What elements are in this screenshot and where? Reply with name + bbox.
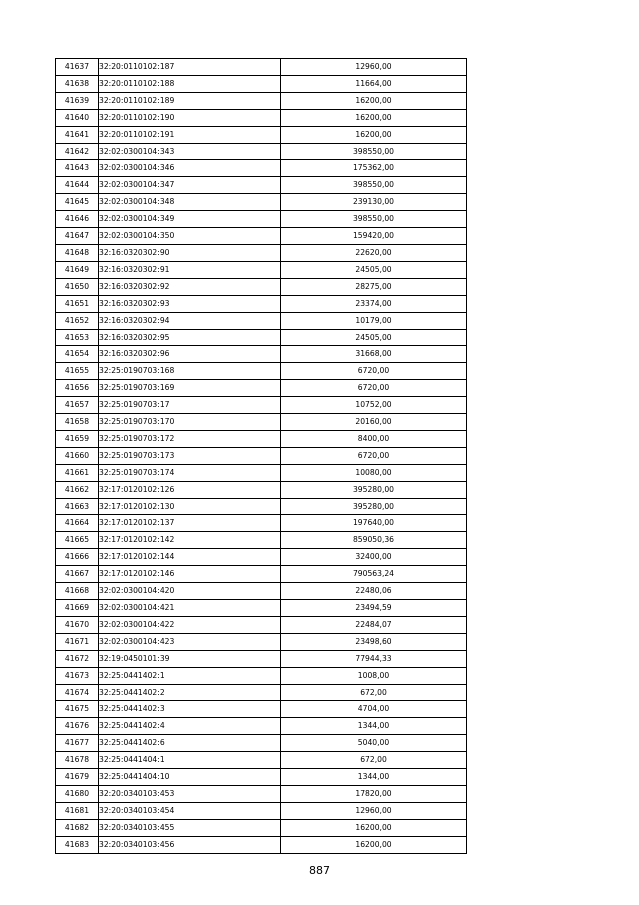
- cadastral-number-cell: 32:16:0320302:90: [99, 244, 281, 261]
- table-row: [56, 498, 467, 515]
- value-cell: 10752,00: [281, 397, 467, 414]
- table-row: [56, 532, 467, 549]
- cadastral-number-cell: 32:25:0441402:6: [99, 735, 281, 752]
- value-cell: 395280,00: [281, 498, 467, 515]
- cadastral-number-cell: 32:02:0300104:347: [99, 177, 281, 194]
- cadastral-number-cell: 32:20:0110102:190: [99, 109, 281, 126]
- table-row: [56, 380, 467, 397]
- row-number-cell: 41671: [56, 633, 99, 650]
- cadastral-number-cell: 32:16:0320302:93: [99, 295, 281, 312]
- value-cell: 398550,00: [281, 177, 467, 194]
- value-cell: 16200,00: [281, 109, 467, 126]
- value-cell: 6720,00: [281, 380, 467, 397]
- value-cell: 175362,00: [281, 160, 467, 177]
- value-cell: 6720,00: [281, 363, 467, 380]
- cadastral-value-table: [55, 58, 467, 854]
- row-number-cell: 41660: [56, 447, 99, 464]
- cadastral-number-cell: 32:16:0320302:92: [99, 278, 281, 295]
- table-row: [56, 515, 467, 532]
- row-number-cell: 41655: [56, 363, 99, 380]
- cadastral-number-cell: 32:17:0120102:146: [99, 566, 281, 583]
- cadastral-number-cell: 32:20:0340103:455: [99, 819, 281, 836]
- cadastral-number-cell: 32:25:0190703:169: [99, 380, 281, 397]
- cadastral-number-cell: 32:25:0441404:10: [99, 769, 281, 786]
- table-row: [56, 600, 467, 617]
- row-number-cell: 41669: [56, 600, 99, 617]
- row-number-cell: 41659: [56, 430, 99, 447]
- table-row: [56, 228, 467, 245]
- value-cell: 10080,00: [281, 464, 467, 481]
- row-number-cell: 41683: [56, 836, 99, 853]
- table-row: [56, 549, 467, 566]
- value-cell: 159420,00: [281, 228, 467, 245]
- cadastral-number-cell: 32:17:0120102:137: [99, 515, 281, 532]
- row-number-cell: 41648: [56, 244, 99, 261]
- cadastral-number-cell: 32:20:0340103:453: [99, 785, 281, 802]
- row-number-cell: 41678: [56, 752, 99, 769]
- value-cell: 10179,00: [281, 312, 467, 329]
- cadastral-number-cell: 32:25:0190703:174: [99, 464, 281, 481]
- cadastral-number-cell: 32:17:0120102:126: [99, 481, 281, 498]
- value-cell: 20160,00: [281, 414, 467, 431]
- value-cell: 1008,00: [281, 667, 467, 684]
- table-row: [56, 397, 467, 414]
- cadastral-number-cell: 32:20:0110102:188: [99, 75, 281, 92]
- row-number-cell: 41652: [56, 312, 99, 329]
- value-cell: 22484,07: [281, 616, 467, 633]
- value-cell: 239130,00: [281, 194, 467, 211]
- value-cell: 395280,00: [281, 481, 467, 498]
- row-number-cell: 41674: [56, 684, 99, 701]
- row-number-cell: 41666: [56, 549, 99, 566]
- table-row: [56, 752, 467, 769]
- value-cell: 28275,00: [281, 278, 467, 295]
- cadastral-number-cell: 32:20:0340103:456: [99, 836, 281, 853]
- row-number-cell: 41676: [56, 718, 99, 735]
- cadastral-number-cell: 32:02:0300104:423: [99, 633, 281, 650]
- table-row: [56, 92, 467, 109]
- cadastral-number-cell: 32:25:0190703:168: [99, 363, 281, 380]
- row-number-cell: 41675: [56, 701, 99, 718]
- cadastral-number-cell: 32:19:0450101:39: [99, 650, 281, 667]
- row-number-cell: 41642: [56, 143, 99, 160]
- table-row: [56, 244, 467, 261]
- value-cell: 16200,00: [281, 92, 467, 109]
- table-row: [56, 211, 467, 228]
- row-number-cell: 41681: [56, 802, 99, 819]
- table-row: [56, 735, 467, 752]
- row-number-cell: 41662: [56, 481, 99, 498]
- row-number-cell: 41646: [56, 211, 99, 228]
- row-number-cell: 41680: [56, 785, 99, 802]
- row-number-cell: 41649: [56, 261, 99, 278]
- value-cell: 11664,00: [281, 75, 467, 92]
- value-cell: 77944,33: [281, 650, 467, 667]
- cadastral-number-cell: 32:02:0300104:422: [99, 616, 281, 633]
- table-row: [56, 261, 467, 278]
- row-number-cell: 41637: [56, 59, 99, 76]
- value-cell: 22620,00: [281, 244, 467, 261]
- table-row: [56, 616, 467, 633]
- row-number-cell: 41657: [56, 397, 99, 414]
- cadastral-number-cell: 32:25:0190703:172: [99, 430, 281, 447]
- table-row: [56, 363, 467, 380]
- cadastral-number-cell: 32:25:0441402:1: [99, 667, 281, 684]
- row-number-cell: 41677: [56, 735, 99, 752]
- row-number-cell: 41672: [56, 650, 99, 667]
- table-row: [56, 583, 467, 600]
- value-cell: 197640,00: [281, 515, 467, 532]
- row-number-cell: 41664: [56, 515, 99, 532]
- table-row: [56, 769, 467, 786]
- table-row: [56, 819, 467, 836]
- row-number-cell: 41643: [56, 160, 99, 177]
- table-row: [56, 718, 467, 735]
- table-row: [56, 346, 467, 363]
- value-cell: 5040,00: [281, 735, 467, 752]
- row-number-cell: 41670: [56, 616, 99, 633]
- value-cell: 31668,00: [281, 346, 467, 363]
- row-number-cell: 41645: [56, 194, 99, 211]
- row-number-cell: 41639: [56, 92, 99, 109]
- table-row: [56, 701, 467, 718]
- value-cell: 790563,24: [281, 566, 467, 583]
- cadastral-number-cell: 32:20:0110102:189: [99, 92, 281, 109]
- row-number-cell: 41647: [56, 228, 99, 245]
- value-cell: 1344,00: [281, 718, 467, 735]
- value-cell: 24505,00: [281, 329, 467, 346]
- cadastral-number-cell: 32:16:0320302:95: [99, 329, 281, 346]
- table-row: [56, 684, 467, 701]
- table-row: [56, 75, 467, 92]
- table-row: [56, 785, 467, 802]
- value-cell: 398550,00: [281, 143, 467, 160]
- row-number-cell: 41640: [56, 109, 99, 126]
- table-row: [56, 802, 467, 819]
- value-cell: 23498,60: [281, 633, 467, 650]
- cadastral-number-cell: 32:20:0110102:187: [99, 59, 281, 76]
- value-cell: 6720,00: [281, 447, 467, 464]
- table-row: [56, 447, 467, 464]
- cadastral-number-cell: 32:25:0441402:3: [99, 701, 281, 718]
- table-row: [56, 109, 467, 126]
- table-row: [56, 633, 467, 650]
- value-cell: 16200,00: [281, 819, 467, 836]
- value-cell: 17820,00: [281, 785, 467, 802]
- row-number-cell: 41638: [56, 75, 99, 92]
- cadastral-number-cell: 32:02:0300104:343: [99, 143, 281, 160]
- cadastral-number-cell: 32:02:0300104:348: [99, 194, 281, 211]
- table-row: [56, 667, 467, 684]
- cadastral-number-cell: 32:20:0340103:454: [99, 802, 281, 819]
- table-row: [56, 295, 467, 312]
- table-row: [56, 59, 467, 76]
- value-cell: 8400,00: [281, 430, 467, 447]
- cadastral-number-cell: 32:25:0441402:4: [99, 718, 281, 735]
- row-number-cell: 41673: [56, 667, 99, 684]
- cadastral-number-cell: 32:02:0300104:349: [99, 211, 281, 228]
- row-number-cell: 41679: [56, 769, 99, 786]
- table-row: [56, 464, 467, 481]
- row-number-cell: 41665: [56, 532, 99, 549]
- value-cell: 12960,00: [281, 802, 467, 819]
- row-number-cell: 41651: [56, 295, 99, 312]
- cadastral-number-cell: 32:02:0300104:421: [99, 600, 281, 617]
- cadastral-number-cell: 32:17:0120102:130: [99, 498, 281, 515]
- table-row: [56, 143, 467, 160]
- cadastral-number-cell: 32:16:0320302:91: [99, 261, 281, 278]
- cadastral-number-cell: 32:25:0441404:1: [99, 752, 281, 769]
- row-number-cell: 41641: [56, 126, 99, 143]
- row-number-cell: 41650: [56, 278, 99, 295]
- row-number-cell: 41661: [56, 464, 99, 481]
- row-number-cell: 41654: [56, 346, 99, 363]
- table-row: [56, 312, 467, 329]
- cadastral-number-cell: 32:25:0190703:170: [99, 414, 281, 431]
- table-row: [56, 836, 467, 853]
- cadastral-number-cell: 32:16:0320302:94: [99, 312, 281, 329]
- value-cell: 859050,36: [281, 532, 467, 549]
- value-cell: 672,00: [281, 752, 467, 769]
- table-body: [56, 59, 467, 854]
- value-cell: 1344,00: [281, 769, 467, 786]
- row-number-cell: 41663: [56, 498, 99, 515]
- cadastral-number-cell: 32:25:0190703:17: [99, 397, 281, 414]
- table-row: [56, 329, 467, 346]
- cadastral-number-cell: 32:20:0110102:191: [99, 126, 281, 143]
- value-cell: 23374,00: [281, 295, 467, 312]
- value-cell: 24505,00: [281, 261, 467, 278]
- value-cell: 23494,59: [281, 600, 467, 617]
- cadastral-number-cell: 32:17:0120102:144: [99, 549, 281, 566]
- table-row: [56, 481, 467, 498]
- row-number-cell: 41653: [56, 329, 99, 346]
- row-number-cell: 41658: [56, 414, 99, 431]
- table-row: [56, 430, 467, 447]
- row-number-cell: 41682: [56, 819, 99, 836]
- table-row: [56, 177, 467, 194]
- cadastral-number-cell: 32:02:0300104:420: [99, 583, 281, 600]
- row-number-cell: 41668: [56, 583, 99, 600]
- page-number: 887: [309, 864, 330, 877]
- cadastral-number-cell: 32:02:0300104:350: [99, 228, 281, 245]
- cadastral-number-cell: 32:25:0190703:173: [99, 447, 281, 464]
- row-number-cell: 41644: [56, 177, 99, 194]
- table-row: [56, 414, 467, 431]
- value-cell: 32400,00: [281, 549, 467, 566]
- value-cell: 16200,00: [281, 126, 467, 143]
- table-row: [56, 160, 467, 177]
- value-cell: 12960,00: [281, 59, 467, 76]
- table-row: [56, 194, 467, 211]
- value-cell: 16200,00: [281, 836, 467, 853]
- value-cell: 4704,00: [281, 701, 467, 718]
- table-row: [56, 566, 467, 583]
- value-cell: 22480,06: [281, 583, 467, 600]
- cadastral-number-cell: 32:02:0300104:346: [99, 160, 281, 177]
- table-row: [56, 278, 467, 295]
- cadastral-number-cell: 32:25:0441402:2: [99, 684, 281, 701]
- cadastral-number-cell: 32:16:0320302:96: [99, 346, 281, 363]
- row-number-cell: 41656: [56, 380, 99, 397]
- row-number-cell: 41667: [56, 566, 99, 583]
- cadastral-number-cell: 32:17:0120102:142: [99, 532, 281, 549]
- table-row: [56, 126, 467, 143]
- table-row: [56, 650, 467, 667]
- value-cell: 398550,00: [281, 211, 467, 228]
- value-cell: 672,00: [281, 684, 467, 701]
